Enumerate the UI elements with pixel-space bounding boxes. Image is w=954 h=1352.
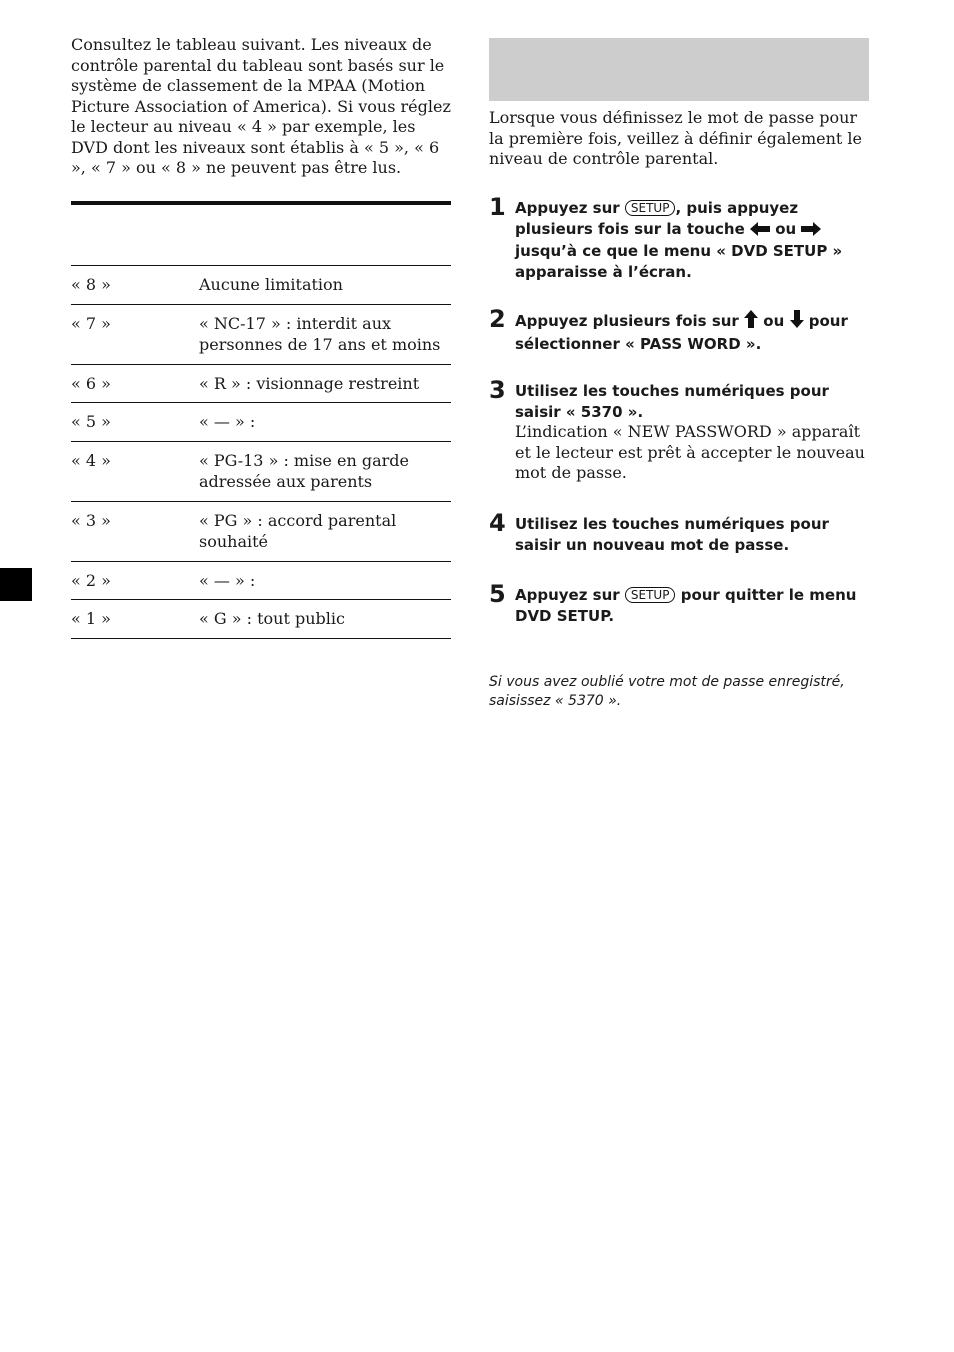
level-cell: « 2 »	[71, 561, 199, 600]
description-cell: « — » :	[199, 403, 451, 442]
password-intro: Lorsque vous définissez le mot de passe pour la première fois, veillez à définir également le niveau de contrôle parental.	[489, 108, 863, 168]
step-instruction: Utilisez les touches numériques pour saisir un nouveau mot de passe.	[515, 515, 829, 554]
description-cell: « — » :	[199, 561, 451, 600]
step-number: 5	[489, 580, 506, 608]
step-instruction	[515, 585, 874, 626]
step-text: pour sélectionner « PASS WORD ».	[515, 312, 848, 353]
description-cell: Aucune limitation	[199, 266, 451, 305]
section-rule	[71, 201, 451, 205]
step-text: ou	[763, 312, 785, 330]
level-cell: « 6 »	[71, 364, 199, 403]
intro-paragraph: Consultez le tableau suivant. Les niveaux de contrôle parental du tableau sont basés sur le système de classement de la MPAA (Motion Picture Association of America). Si vous réglez le lecteur au niveau « 4 » par exemple, les DVD dont les niveaux sont établis à « 5 », « 6 », « 7 » ou « 8 » ne peuvent pas être lus.	[71, 35, 451, 177]
page-edge-tab	[0, 568, 32, 601]
table-row	[71, 441, 451, 501]
step-text: jusqu’à ce que le menu « DVD SETUP » apparaisse à l’écran.	[515, 242, 843, 281]
parental-level-table	[71, 265, 451, 639]
step-text: Appuyez sur	[515, 199, 620, 217]
table-row	[71, 403, 451, 442]
table-row	[71, 266, 451, 305]
step-note: L’indication « NEW PASSWORD » apparaît et le lecteur est prêt à accepter le nouveau mot de passe.	[515, 422, 865, 482]
description-cell: « PG » : accord parental souhaité	[199, 501, 451, 561]
arrow-up-icon	[744, 310, 758, 334]
level-cell: « 7 »	[71, 304, 199, 364]
table-row	[71, 304, 451, 364]
arrow-left-icon	[750, 221, 770, 242]
step-2	[489, 305, 874, 354]
step-number: 2	[489, 305, 506, 333]
step-number: 4	[489, 509, 506, 537]
description-cell: « G » : tout public	[199, 600, 451, 639]
table-row	[71, 364, 451, 403]
arrow-right-icon	[801, 221, 821, 242]
step-text: , puis appuyez plusieurs fois sur la touche	[515, 199, 799, 238]
arrow-down-icon	[790, 310, 804, 334]
step-text: Appuyez sur	[515, 586, 620, 604]
description-cell: « R » : visionnage restreint	[199, 364, 451, 403]
table-row	[71, 600, 451, 639]
step-instruction	[515, 310, 874, 354]
description-cell: « NC-17 » : interdit aux personnes de 17 ans et moins	[199, 304, 451, 364]
section-heading-bar	[489, 38, 869, 101]
level-cell: « 3 »	[71, 501, 199, 561]
step-instruction: Utilisez les touches numériques pour saisir « 5370 ».	[515, 382, 829, 421]
step-number: 1	[489, 193, 506, 221]
table-row	[71, 501, 451, 561]
step-1	[489, 193, 874, 282]
setup-key: SETUP	[625, 587, 676, 603]
step-text: ou	[775, 219, 797, 238]
step-text: pour quitter le menu DVD SETUP.	[515, 586, 857, 625]
table-row	[71, 561, 451, 600]
level-cell: « 4 »	[71, 441, 199, 501]
step-text: Appuyez plusieurs fois sur	[515, 312, 739, 330]
setup-key: SETUP	[625, 200, 676, 216]
step-3	[489, 376, 874, 484]
level-cell: « 8 »	[71, 266, 199, 305]
level-cell: « 1 »	[71, 600, 199, 639]
step-4	[489, 509, 874, 555]
level-cell: « 5 »	[71, 403, 199, 442]
password-tip: Si vous avez oublié votre mot de passe enregistré, saisissez « 5370 ».	[489, 674, 845, 709]
step-5	[489, 580, 874, 626]
description-cell: « PG-13 » : mise en garde adressée aux parents	[199, 441, 451, 501]
step-instruction	[515, 198, 874, 282]
step-number: 3	[489, 376, 506, 404]
